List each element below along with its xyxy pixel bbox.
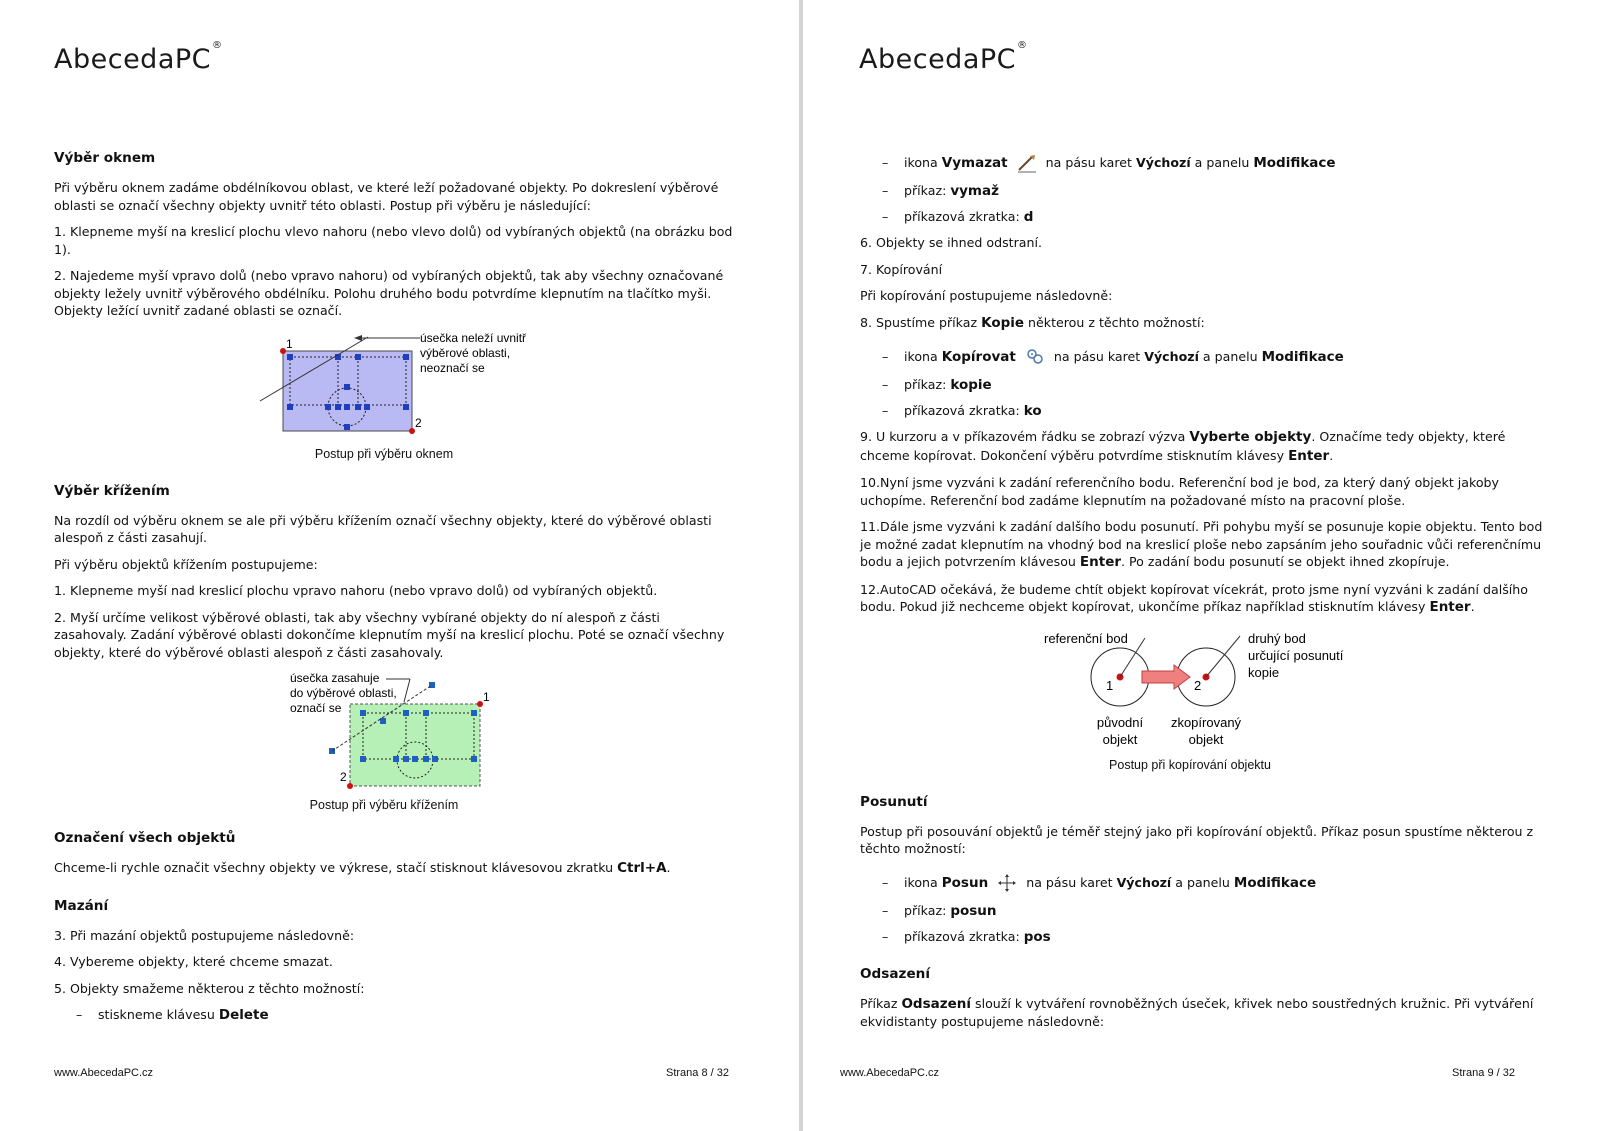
figure-select-window xyxy=(54,329,734,463)
section-heading-erase: Mazání xyxy=(54,897,109,914)
left-content xyxy=(54,150,734,1032)
shortcut-key: Ctrl+A xyxy=(617,860,667,876)
annotation-line1: úsečka zasahuje xyxy=(290,671,380,685)
footer-url: www.AbecedaPC.cz xyxy=(54,1067,154,1079)
list-item: 4. Vybereme objekty, které chceme smazat. xyxy=(54,954,333,969)
point-label-1: 1 xyxy=(483,690,490,704)
list-item: 1. Klepneme myší na kreslicí plochu vlevo nahoru (nebo vlevo dolů) od vybíraných objektů (na obrázku bod 1). xyxy=(54,224,733,257)
dash-item: – příkaz: kopie xyxy=(860,376,1548,394)
figure-caption: Postup při výběru křížením xyxy=(309,798,459,812)
label-original-2: objekt xyxy=(1102,731,1138,747)
paragraph: Při výběru oknem zadáme obdélníkovou oblast, ve které leží požadované objekty. Po dokreslení výběrové oblasti se označí všechny objekty uvnitř této oblasti. Postup při výběru je následující: xyxy=(54,180,719,213)
list-item: 1. Klepneme myší nad kreslicí plochu vpravo nahoru (nebo vpravo dolů) od vybíraných objektů. xyxy=(54,583,658,598)
label-second-point-2: určující posunutí xyxy=(1248,647,1344,663)
label-reference-point: referenční bod xyxy=(1044,630,1128,646)
section-heading-offset: Odsazení xyxy=(860,965,931,982)
dash-item: – stiskneme klávesu Delete xyxy=(54,1006,734,1024)
paragraph: Postup při posouvání objektů je téměř stejný jako při kopírování objektů. Příkaz posun spustíme některou z těchto možností: xyxy=(860,823,1534,856)
list-item: 5. Objekty smažeme některou z těchto možností: xyxy=(54,980,365,996)
dash-item: – příkazová zkratka: pos xyxy=(860,928,1548,946)
paragraph: Příkaz Odsazení slouží k vytváření rovnoběžných úseček, křivek nebo soustředných kružnic. Při vytváření ekvidistanty postupujeme následovně: xyxy=(860,995,1534,1029)
list-item: 2. Myší určíme velikost výběrové oblasti, tak aby všechny vybírané objekty do ní alespoň z části zasahovaly. Zadání výběrové oblasti dokončíme klepnutím myší na kreslicí plochu. Poté se označí všechny objekty, které do výběrové oblasti alespoň z části zasahovaly. xyxy=(54,609,725,660)
figure-caption: Postup při výběru oknem xyxy=(314,446,454,461)
point-label-1: 1 xyxy=(286,336,293,351)
section-heading-select-cross: Výběr křížením xyxy=(54,482,170,499)
paragraph: Při výběru objektů křížením postupujeme: xyxy=(54,556,318,572)
annotation-line1: úsečka neleží uvnitř xyxy=(420,330,527,345)
label-copied-2: objekt xyxy=(1188,731,1224,747)
figure-select-cross xyxy=(54,670,734,816)
figure-caption: Postup při kopírování objektu xyxy=(1109,757,1271,772)
footer-page-number: Strana 8 / 32 xyxy=(666,1067,729,1079)
list-item: 3. Při mazání objektů postupujeme následovně: xyxy=(54,927,355,943)
dash-item: – příkaz: vymaž xyxy=(860,182,1548,200)
annotation-line3: neoznačí se xyxy=(420,360,485,375)
section-heading-move: Posunutí xyxy=(860,793,928,810)
section-heading-select-all: Označení všech objektů xyxy=(54,830,236,846)
footer-page-number: Strana 9 / 32 xyxy=(1452,1067,1515,1079)
footer-url: www.AbecedaPC.cz xyxy=(840,1067,940,1079)
annotation-line3: označí se xyxy=(290,701,342,715)
annotation-line2: výběrové oblasti, xyxy=(420,345,511,360)
right-page xyxy=(803,0,1600,1131)
section-heading-select-window: Výběr oknem xyxy=(54,150,156,166)
window-selection-diagram xyxy=(54,329,734,447)
dash-item: – příkazová zkratka: ko xyxy=(860,402,1548,420)
list-item: 12.AutoCAD očekává, že budeme chtít objekt kopírovat vícekrát, proto jsme nyní vyzváni k zadání dalšího bodu. Pokud již nechceme objekt kopírovat, ukončíme příkaz například stisknutím klávesy Enter. xyxy=(860,581,1528,615)
point-label-1: 1 xyxy=(1106,677,1114,693)
logo: AbecedaPC® xyxy=(859,40,1028,75)
list-item: 9. U kurzoru a v příkazovém řádku se zobrazí výzva Vyberte objekty. Označíme tedy objekty, které chceme kopírovat. Dokončení výběru potvrdíme stisknutím klávesy Enter. xyxy=(860,429,1506,464)
copy-icon xyxy=(1024,348,1046,368)
label-second-point-3: kopie xyxy=(1248,664,1280,680)
erase-icon xyxy=(1016,154,1038,174)
point-label-2: 2 xyxy=(340,770,347,784)
figure-copy xyxy=(860,626,1548,776)
dash-item: – ikona Posun na pásu karet Výchozí a panelu Modifikace xyxy=(860,872,1548,894)
dash-item: – ikona Vymazat na pásu karet Výchozí a panelu Modifikace xyxy=(860,152,1548,174)
copy-diagram xyxy=(860,626,1548,758)
dash-item: – příkazová zkratka: d xyxy=(860,208,1548,226)
list-item: 8. Spustíme příkaz Kopie některou z těchto možností: xyxy=(860,314,1205,331)
label-second-point-1: druhý bod xyxy=(1248,630,1306,646)
point-label-2: 2 xyxy=(1194,677,1202,693)
annotation-line2: do výběrové oblasti, xyxy=(290,686,397,700)
list-item: 7. Kopírování xyxy=(860,261,943,277)
label-copied-1: zkopírovaný xyxy=(1170,714,1242,730)
point-label-2: 2 xyxy=(415,415,422,430)
paragraph: Na rozdíl od výběru oknem se ale při výběru křížením označí všechny objekty, které do výběrové oblasti alespoň z části zasahují. xyxy=(54,512,712,545)
paragraph: Chceme-li rychle označit všechny objekty ve výkrese, stačí stisknout klávesovou zkratku Ctrl+A. xyxy=(54,860,671,876)
list-item: 6. Objekty se ihned odstraní. xyxy=(860,235,1042,250)
dash-item: – příkaz: posun xyxy=(860,902,1548,920)
right-content xyxy=(860,152,1548,1040)
label-original-1: původní xyxy=(1096,714,1144,730)
list-item: 2. Najedeme myší vpravo dolů (nebo vpravo nahoru) od vybíraných objektů, tak aby všechny označované objekty ležely uvnitř výběrového obdélníku. Polohu druhého bodu potvrdíme klepnutím na tlačítko myši. Objekty ležící uvnitř zadané oblasti se označí. xyxy=(54,268,724,318)
list-item: 11.Dále jsme vyzváni k zadání dalšího bodu posunutí. Při pohybu myší se posunuje kopie objektu. Tento bod je možné zadat klepnutím na vhodný bod na kreslicí ploše nebo zapsáním jeho souřadnic vůči referenčnímu bodu a jejich potvrzením klávesou Enter. Po zadání bodu posunutí se objekt ihned zkopíruje. xyxy=(860,519,1543,570)
paragraph: Při kopírování postupujeme následovně: xyxy=(860,288,1113,303)
logo: AbecedaPC® xyxy=(54,40,223,75)
move-icon xyxy=(996,873,1018,893)
list-item: 10.Nyní jsme vyzváni k zadání referenčního bodu. Referenční bod je bod, za který daný objekt jakoby uchopíme. Referenční bod zadáme klepnutím na požadované místo na pracovní ploše. xyxy=(860,475,1499,508)
dash-item: – ikona Kopírovat na pásu karet Výchozí a panelu Modifikace xyxy=(860,346,1548,368)
left-page xyxy=(0,0,799,1131)
crossing-selection-diagram xyxy=(54,670,734,798)
